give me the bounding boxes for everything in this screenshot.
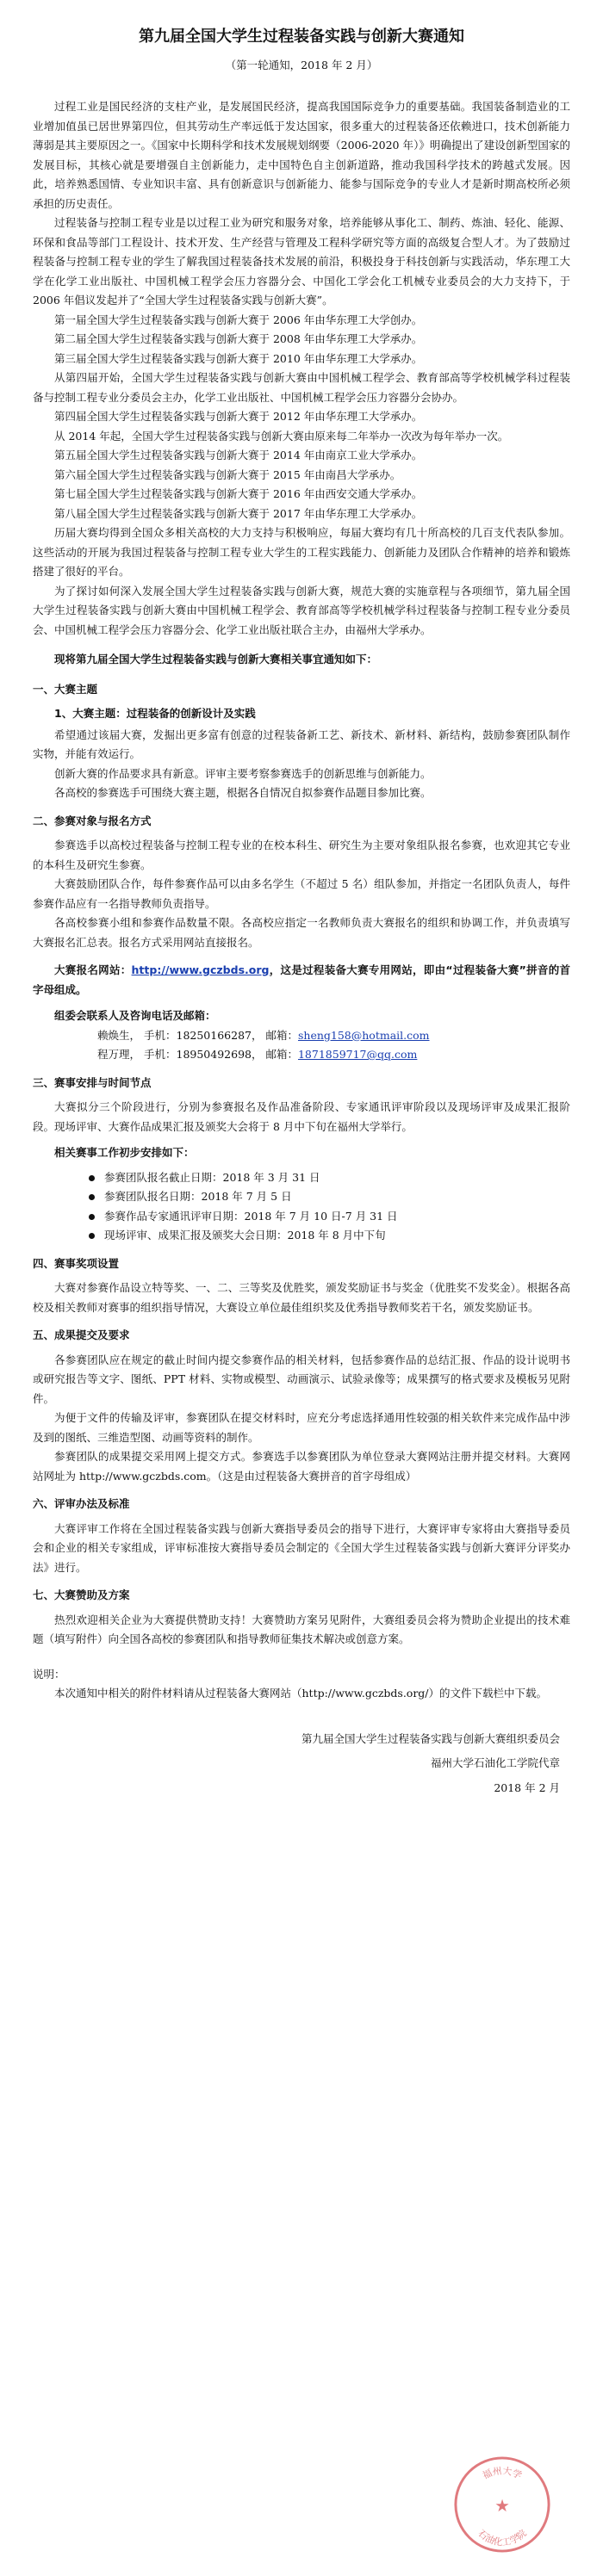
announcement-line: 现将第九届全国大学生过程装备实践与创新大赛相关事宜通知如下：: [54, 653, 378, 666]
section-registration: [33, 812, 570, 1065]
sponsorship-paragraph: 热烈欢迎相关企业为大赛提供赞助支持！大赛赞助方案另见附件，大赛组委员会将为赞助企业提出的技术难题（填写附件）向全国各高校的参赛团队和指导教师征集技术解决或创意方案。: [33, 1613, 570, 1645]
submission-paragraph: 参赛团队的成果提交采用网上提交方式。参赛选手以参赛团队为单位登录大赛网站注册并提交材料。大赛网站网址为 http://www.gczbds.com。（这是由过程装备大赛拼音的首字母组成）: [33, 1450, 570, 1483]
history-item: 第四届全国大学生过程装备实践与创新大赛于 2012 年由华东理工大学承办。: [54, 410, 423, 423]
history-item: 第二届全国大学生过程装备实践与创新大赛于 2008 年由华东理工大学承办。: [54, 332, 423, 345]
signature-block: [33, 1730, 570, 1799]
submission-paragraph: 为便于文件的传输及评审，参赛团队在提交材料时，应充分考虑选择通用性较强的相关软件来完成作品中涉及到的图纸、三维造型图、动画等资料的制作。: [33, 1411, 570, 1444]
theme-paragraph: 各高校的参赛选手可围绕大赛主题，根据各自情况自拟参赛作品题目参加比赛。: [54, 786, 432, 799]
history-item: 从第四届开始，全国大学生过程装备实践与创新大赛由中国机械工程学会、教育部高等学校机械学科过程装备与控制工程专业分委员会主办，化学工业出版社、中国机械工程学会压力容器分会协办。: [33, 371, 570, 404]
theme-paragraph: 希望通过该届大赛，发掘出更多富有创意的过程装备新工艺、新技术、新材料、新结构，鼓励参赛团队制作实物，并能有效运行。: [33, 728, 570, 760]
section-awards: [33, 1254, 570, 1318]
page-subtitle: （第一轮通知，2018 年 2 月）: [225, 58, 378, 71]
timeline-item: 参赛团队报名截止日期：2018 年 3 月 31 日: [89, 1168, 570, 1188]
contact-row: [54, 1026, 570, 1046]
contact-email-label: 邮箱：: [265, 1048, 298, 1061]
contact-email-link[interactable]: 1871859717@qq.com: [297, 1048, 418, 1061]
section-heading: 七、大赛赞助及方案: [33, 1588, 130, 1601]
theme-paragraph: 创新大赛的作品要求具有新意。评审主要考察参赛选手的创新思维与创新能力。: [54, 766, 432, 780]
timeline-item: 现场评审、成果汇报及颁奖大会日期：2018 年 8 月中下旬: [89, 1226, 570, 1246]
history-item: 第八届全国大学生过程装备实践与创新大赛于 2017 年由华东理工大学承办。: [54, 506, 423, 520]
review-paragraph: 大赛评审工作将在全国过程装备实践与创新大赛指导委员会的指导下进行，大赛评审专家将由大赛指导委员会和企业的相关专家组成，评审标准按大赛指导委员会制定的《全国大学生过程装备实践与创新大赛评分评奖办法》进行。: [33, 1521, 570, 1574]
section-sponsorship: [33, 1586, 570, 1650]
svg-text:石油化工学院: [476, 2527, 529, 2548]
theme-title: 1、大赛主题：过程装备的创新设计及实践: [54, 707, 256, 720]
section-heading: 四、赛事奖项设置: [33, 1256, 120, 1270]
intro-paragraph: 过程装备与控制工程专业是以过程工业为研究和服务对象，培养能够从事化工、制药、炼油、轻化、能源、环保和食品等部门工程设计、技术开发、生产经营与管理及工程科学研究等方面的高级复合型人才。为了鼓励过程装备与控制工程专业的学生了解我国过程装备技术发展的前沿，积极投身于科技创新与实践活动，华东理工大学在化学工业出版社、中国机械工程学会压力容器分会、中国化工学会化工机械专业委员会的大力支持下，于 2006 年倡议发起并了“全国大学生过程装备实践与创新大赛”。: [33, 216, 570, 307]
section-heading: 一、大赛主题: [33, 682, 98, 696]
website-line: [33, 961, 570, 1000]
history-item: 第五届全国大学生过程装备实践与创新大赛于 2014 年由南京工业大学承办。: [54, 449, 423, 461]
history-item: 第三届全国大学生过程装备实践与创新大赛于 2010 年由华东理工大学承办。: [54, 351, 423, 365]
schedule-paragraph: 大赛拟分三个阶段进行，分别为参赛报名及作品准备阶段、专家通讯评审阶段以及现场评审及成果汇报阶段。现场评审、大赛作品成果汇报及颁奖大会将于 8 月中下旬在福州大学举行。: [33, 1100, 570, 1133]
contact-email-label: 邮箱：: [265, 1028, 298, 1042]
registration-paragraph: 各高校参赛小组和参赛作品数量不限。各高校应指定一名教师负责大赛报名的组织和协调工作，并负责填写大赛报名汇总表。报名方式采用网站直接报名。: [33, 916, 570, 949]
registration-paragraph: 大赛鼓励团队合作，每件参赛作品可以由多名学生（不超过 5 名）组队参加，并指定一名团队负责人，每件参赛作品应有一名指导教师负责指导。: [33, 877, 570, 910]
history-item: 第六届全国大学生过程装备实践与创新大赛于 2015 年由南昌大学承办。: [54, 468, 401, 481]
contacts-block: [54, 1006, 570, 1065]
note-block: [33, 1665, 570, 1704]
contact-row: [54, 1045, 570, 1065]
intro-section: [33, 97, 570, 640]
section-submission: [33, 1326, 570, 1486]
section-review: [33, 1495, 570, 1577]
section-schedule: [33, 1074, 570, 1246]
timeline-list: [89, 1168, 570, 1246]
timeline-item: 参赛团队报名日期：2018 年 7 月 5 日: [89, 1187, 570, 1207]
awards-paragraph: 大赛对参赛作品设立特等奖、一、二、三等奖及优胜奖，颁发奖励证书与奖金（优胜奖不发奖金）。根据各高校及相关教师对赛事的组织指导情况，大赛设立单位最佳组织奖及优秀指导教师奖若干名，颁发奖励证书。: [33, 1281, 570, 1314]
section-theme: [33, 680, 570, 803]
website-prefix: 大赛报名网站：: [54, 963, 132, 976]
section-heading: 二、参赛对象与报名方式: [33, 814, 152, 827]
section-heading: 六、评审办法及标准: [33, 1497, 130, 1510]
svg-text:★: ★: [494, 2495, 510, 2516]
official-seal-icon: [451, 2454, 553, 2555]
section-heading: 五、成果提交及要求: [33, 1328, 130, 1341]
website-suffix: ，这是过程装备大赛专用网站，即由“过程装备大赛”拼音的首字母组成。: [33, 963, 570, 996]
history-item: 从 2014 年起，全国大学生过程装备实践与创新大赛由原来每二年举办一次改为每年举办一次。: [54, 429, 509, 443]
contacts-heading: 组委会联系人及咨询电话及邮箱：: [54, 1009, 216, 1022]
signature-org: 第九届全国大学生过程装备实践与创新大赛组织委员会: [301, 1731, 560, 1745]
contact-email-link[interactable]: sheng158@hotmail.com: [297, 1028, 430, 1042]
contact-name: 赖焕生，: [97, 1028, 141, 1042]
contact-phone: 手机：18250166287，: [144, 1028, 263, 1042]
note-text: 本次通知中相关的附件材料请从过程装备大赛网站（http://www.gczbds.org/）的文件下载栏中下载。: [54, 1687, 548, 1700]
signature-host: 福州大学石油化工学院代章: [430, 1756, 560, 1769]
timeline-item: 参赛作品专家通讯评审日期：2018 年 7 月 10 日-7 月 31 日: [89, 1207, 570, 1227]
history-item: 第七届全国大学生过程装备实践与创新大赛于 2016 年由西安交通大学承办。: [54, 487, 423, 500]
intro-paragraph: 历届大赛均得到全国众多相关高校的大力支持与积极响应，每届大赛均有几十所高校的几百支代表队参加。这些活动的开展为我国过程装备与控制工程专业大学生的工程实践能力、创新能力及团队合作精神的培养和锻炼搭建了很好的平台。: [33, 526, 570, 578]
submission-paragraph: 各参赛团队应在规定的截止时间内提交参赛作品的相关材料，包括参赛作品的总结汇报、作品的设计说明书或研究报告等文字、图纸、PPT 材料、实物或模型、动画演示、试验录像等；成果撰写的格式要求及模板另见附件。: [33, 1353, 570, 1405]
svg-text:福州大学: [481, 2464, 524, 2481]
intro-paragraph: 为了探讨如何深入发展全国大学生过程装备实践与创新大赛，规范大赛的实施章程与各项细节，第九届全国大学生过程装备实践与创新大赛由中国机械工程学会、教育部高等学校机械学科过程装备与控制工程专业分委员会、中国机械工程学会压力容器分会、化学工业出版社联合主办，由福州大学承办。: [33, 584, 570, 636]
timeline-heading: 相关赛事工作初步安排如下：: [54, 1146, 195, 1159]
history-item: 第一届全国大学生过程装备实践与创新大赛于 2006 年由华东理工大学创办。: [54, 313, 423, 326]
seal-text-top: 福州大学: [481, 2465, 524, 2482]
section-heading: 三、赛事安排与时间节点: [33, 1075, 152, 1089]
registration-paragraph: 参赛选手以高校过程装备与控制工程专业的在校本科生、研究生为主要对象组队报名参赛，也欢迎其它专业的本科生及研究生参赛。: [33, 839, 570, 871]
contact-phone: 手机：18950492698，: [144, 1048, 263, 1061]
note-label: 说明：: [33, 1667, 65, 1681]
intro-paragraph: 过程工业是国民经济的支柱产业，是发展国民经济，提高我国国际竞争力的重要基础。我国装备制造业的工业增加值虽已居世界第四位，但其劳动生产率远低于发达国家，很多重大的过程装备还依赖进口，技术创新能力薄弱是其主要原因之一。《国家中长期科学和技术发展规划纲要（2006-2020 年）》明确提出了建设创新型国家的发展目标，其核心就是要增强自主创新能力，走中国特色自主创新道路，推动我国科学技术的跨越式发展。因此，培养熟悉国情、专业知识丰富、具有创新意识与创新能力、能参与国际竞争的专业人才是新时期高校所必须承担的历史责任。: [33, 100, 570, 210]
website-link[interactable]: http://www.gczbds.org: [131, 963, 270, 976]
signature-date: 2018 年 2 月: [494, 1780, 560, 1794]
seal-text-bottom: 石油化工学院: [476, 2527, 529, 2548]
page-title: 第九届全国大学生过程装备实践与创新大赛通知: [139, 28, 464, 46]
contact-name: 程万理，: [97, 1048, 141, 1061]
